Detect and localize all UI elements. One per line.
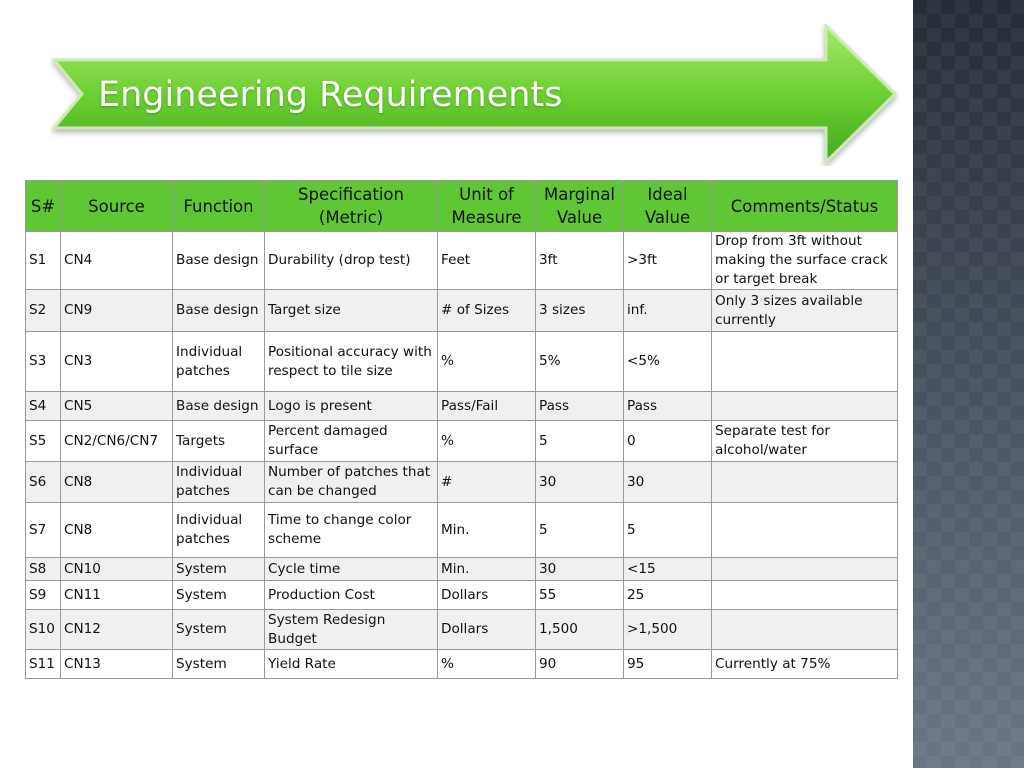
header-source: Source — [61, 181, 173, 232]
cell-specification: Cycle time — [265, 558, 438, 581]
cell-s-number: S9 — [26, 581, 61, 610]
requirements-table — [25, 180, 898, 679]
cell-ideal: <5% — [624, 332, 712, 392]
table-row — [26, 421, 898, 462]
cell-marginal: 5 — [536, 503, 624, 558]
cell-s-number: S1 — [26, 232, 61, 290]
cell-ideal: 30 — [624, 462, 712, 503]
side-decorative-strip — [913, 0, 1024, 768]
table-row — [26, 558, 898, 581]
cell-specification: Target size — [265, 290, 438, 332]
header-marginal-value: Marginal Value — [536, 181, 624, 232]
cell-unit: % — [438, 650, 536, 679]
cell-ideal: 0 — [624, 421, 712, 462]
cell-function: Base design — [173, 392, 265, 421]
cell-s-number: S2 — [26, 290, 61, 332]
table-row — [26, 290, 898, 332]
cell-function: Individual patches — [173, 462, 265, 503]
cell-source: CN8 — [61, 503, 173, 558]
cell-marginal: 30 — [536, 558, 624, 581]
cell-unit: % — [438, 332, 536, 392]
cell-specification: Durability (drop test) — [265, 232, 438, 290]
cell-source: CN3 — [61, 332, 173, 392]
cell-unit: Dollars — [438, 610, 536, 650]
cell-marginal: Pass — [536, 392, 624, 421]
cell-source: CN5 — [61, 392, 173, 421]
cell-s-number: S7 — [26, 503, 61, 558]
cell-function: System — [173, 610, 265, 650]
cell-ideal: 25 — [624, 581, 712, 610]
cell-function: Base design — [173, 232, 265, 290]
header-s-number: S# — [26, 181, 61, 232]
cell-source: CN8 — [61, 462, 173, 503]
table-row — [26, 232, 898, 290]
cell-function: Individual patches — [173, 332, 265, 392]
cell-comments: Currently at 75% — [712, 650, 898, 679]
cell-unit: # of Sizes — [438, 290, 536, 332]
cell-marginal: 5% — [536, 332, 624, 392]
cell-source: CN11 — [61, 581, 173, 610]
cell-specification: Positional accuracy with respect to tile size — [265, 332, 438, 392]
cell-source: CN10 — [61, 558, 173, 581]
cell-s-number: S11 — [26, 650, 61, 679]
cell-function: System — [173, 650, 265, 679]
cell-ideal: 5 — [624, 503, 712, 558]
cell-marginal: 3ft — [536, 232, 624, 290]
cell-specification: Time to change color scheme — [265, 503, 438, 558]
cell-unit: % — [438, 421, 536, 462]
cell-source: CN12 — [61, 610, 173, 650]
table-header-row — [26, 181, 898, 232]
cell-marginal: 3 sizes — [536, 290, 624, 332]
table-row — [26, 610, 898, 650]
cell-specification: Production Cost — [265, 581, 438, 610]
cell-unit: Pass/Fail — [438, 392, 536, 421]
cell-unit: Feet — [438, 232, 536, 290]
cell-source: CN4 — [61, 232, 173, 290]
cell-source: CN2/CN6/CN7 — [61, 421, 173, 462]
cell-marginal: 55 — [536, 581, 624, 610]
header-function: Function — [173, 181, 265, 232]
table-row — [26, 462, 898, 503]
cell-source: CN13 — [61, 650, 173, 679]
cell-s-number: S6 — [26, 462, 61, 503]
cell-specification: System Redesign Budget — [265, 610, 438, 650]
cell-specification: Yield Rate — [265, 650, 438, 679]
cell-comments: Only 3 sizes available currently — [712, 290, 898, 332]
cell-comments — [712, 462, 898, 503]
cell-ideal: >1,500 — [624, 610, 712, 650]
cell-function: System — [173, 558, 265, 581]
cell-unit: Min. — [438, 503, 536, 558]
header-specification: Specification (Metric) — [265, 181, 438, 232]
cell-comments — [712, 581, 898, 610]
cell-function: Individual patches — [173, 503, 265, 558]
cell-comments: Separate test for alcohol/water — [712, 421, 898, 462]
cell-unit: Dollars — [438, 581, 536, 610]
cell-s-number: S10 — [26, 610, 61, 650]
table-row — [26, 650, 898, 679]
cell-function: Targets — [173, 421, 265, 462]
cell-comments — [712, 503, 898, 558]
cell-marginal: 30 — [536, 462, 624, 503]
cell-s-number: S8 — [26, 558, 61, 581]
header-ideal-value: Ideal Value — [624, 181, 712, 232]
cell-ideal: 95 — [624, 650, 712, 679]
cell-marginal: 1,500 — [536, 610, 624, 650]
cell-comments: Drop from 3ft without making the surface crack or target break — [712, 232, 898, 290]
cell-ideal: >3ft — [624, 232, 712, 290]
cell-function: System — [173, 581, 265, 610]
table-row — [26, 581, 898, 610]
cell-marginal: 90 — [536, 650, 624, 679]
cell-comments — [712, 558, 898, 581]
cell-source: CN9 — [61, 290, 173, 332]
cell-unit: # — [438, 462, 536, 503]
table-row — [26, 503, 898, 558]
slide-title: Engineering Requirements — [98, 75, 563, 115]
cell-specification: Number of patches that can be changed — [265, 462, 438, 503]
table-row — [26, 332, 898, 392]
cell-marginal: 5 — [536, 421, 624, 462]
cell-s-number: S3 — [26, 332, 61, 392]
cell-ideal: inf. — [624, 290, 712, 332]
table-row — [26, 392, 898, 421]
cell-comments — [712, 610, 898, 650]
cell-function: Base design — [173, 290, 265, 332]
cell-comments — [712, 332, 898, 392]
cell-specification: Logo is present — [265, 392, 438, 421]
cell-comments — [712, 392, 898, 421]
header-comments-status: Comments/Status — [712, 181, 898, 232]
header-unit-of-measure: Unit of Measure — [438, 181, 536, 232]
cell-ideal: Pass — [624, 392, 712, 421]
cell-s-number: S4 — [26, 392, 61, 421]
cell-ideal: <15 — [624, 558, 712, 581]
cell-unit: Min. — [438, 558, 536, 581]
cell-specification: Percent damaged surface — [265, 421, 438, 462]
cell-s-number: S5 — [26, 421, 61, 462]
